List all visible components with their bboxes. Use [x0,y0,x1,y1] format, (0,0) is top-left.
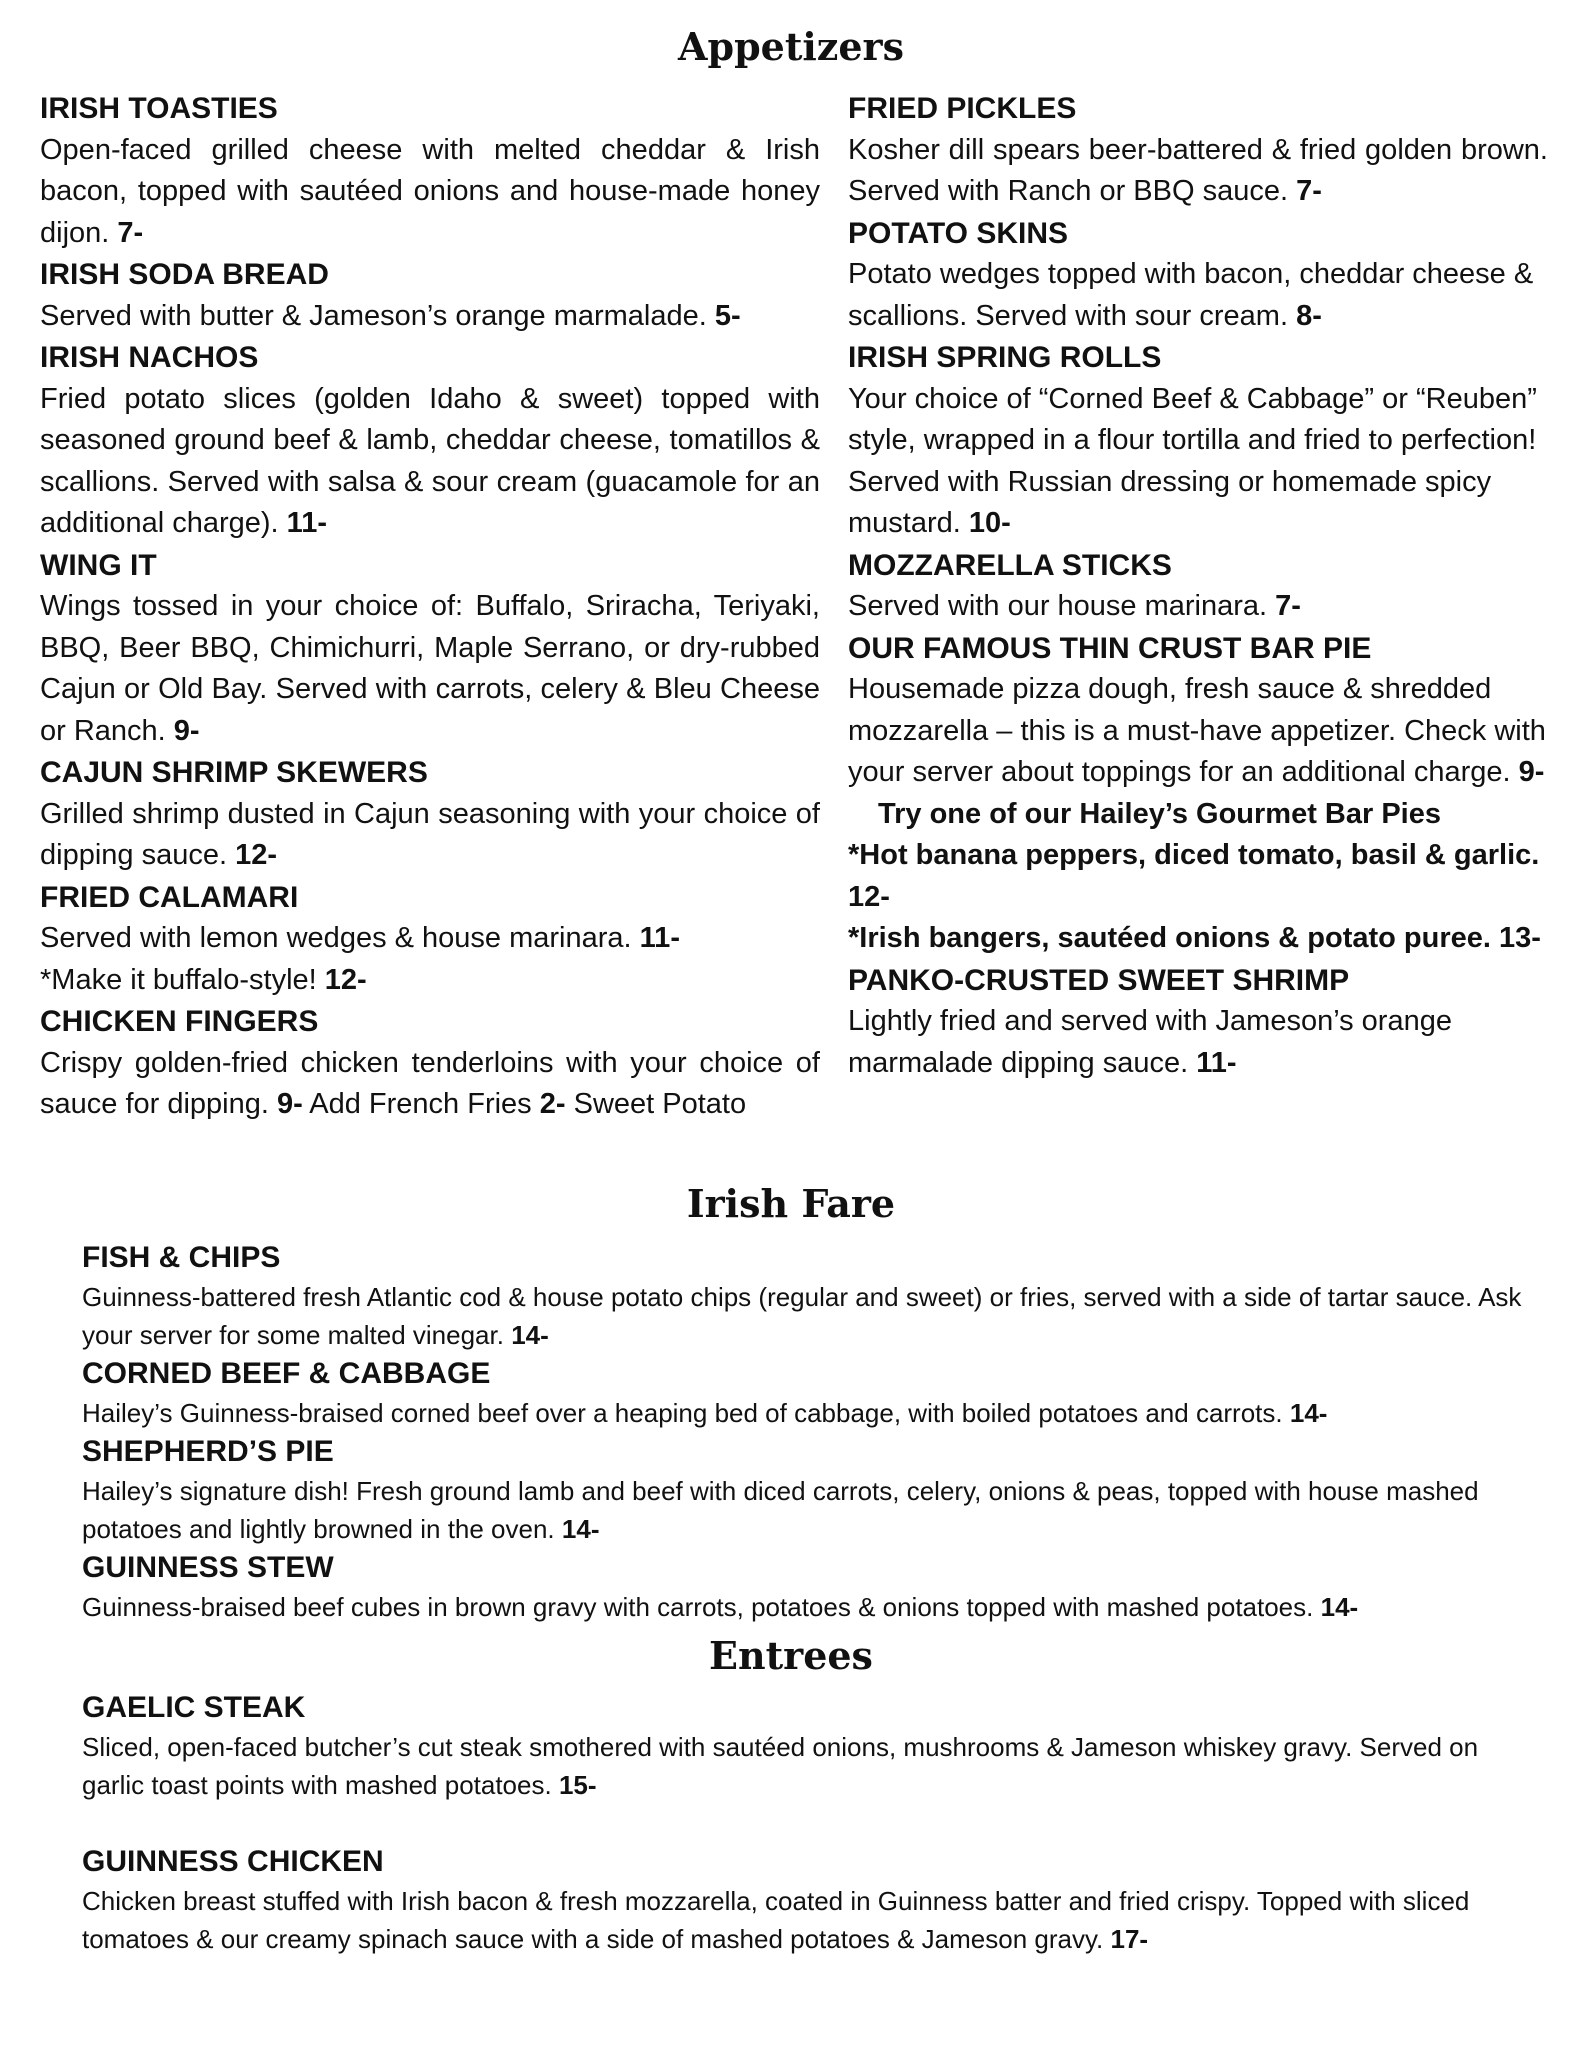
item-price: 17- [1110,1924,1149,1954]
item-price: 15- [558,1770,597,1800]
irish-fare-list [82,1238,1522,1626]
item-desc: Served with lemon wedges & house marinara. 11- [40,922,680,954]
item-desc: Fried potato slices (golden Idaho & sweet) topped with seasoned ground beef & lamb, cheddar cheese, tomatillos & scallions. Served with salsa & sour cream (guacamole for an additional charge). 11- [40,382,820,539]
menu-item [40,1001,820,1126]
menu-item [82,1548,1522,1626]
entrees-heading: Entrees [709,1633,873,1678]
item-desc: Guinness-battered fresh Atlantic cod & house potato chips (regular and sweet) or fries, served with a side of tartar sauce. Ask your server for some malted vinegar. 14- [82,1282,1522,1350]
item-desc: Open-faced grilled cheese with melted cheddar & Irish bacon, topped with sautéed onions and house-made honey dijon. 7- [40,133,820,249]
menu-item [848,545,1548,628]
appetizers-right-column [848,88,1548,1168]
item-desc: Served with butter & Jameson’s orange marmalade. 5- [40,299,741,332]
item-name: PANKO-CRUSTED SWEET SHRIMP [848,963,1350,997]
item-name: GUINNESS CHICKEN [82,1845,384,1878]
item-price: 7- [117,216,144,249]
item-desc: Wings tossed in your choice of: Buffalo, Sriracha, Teriyaki, BBQ, Beer BBQ, Chimichurri, Maple Serrano, or dry-rubbed Cajun or Old Bay. Served with carrots, celery & Bleu Cheese or Ranch. 9- [40,590,820,747]
item-name: GAELIC STEAK [82,1691,306,1724]
menu-item [40,752,820,877]
item-name: GUINNESS STEW [82,1551,334,1584]
item-name: CORNED BEEF & CABBAGE [82,1357,491,1390]
item-name: FISH & CHIPS [82,1241,281,1274]
item-name: OUR FAMOUS THIN CRUST BAR PIE [848,631,1372,665]
item-desc: Sliced, open-faced butcher’s cut steak smothered with sautéed onions, mushrooms & Jameson whiskey gravy. Served on garlic toast points with mashed potatoes. 15- [82,1732,1479,1800]
item-name: IRISH NACHOS [40,341,259,374]
item-desc: Chicken breast stuffed with Irish bacon & fresh mozzarella, coated in Guinness batter and fried crispy. Topped with sliced tomatoes & our creamy spinach sauce with a side of mashed potatoes & Jameson gravy. 17- [82,1886,1470,1954]
item-price: 14- [561,1514,600,1544]
menu-item [40,88,820,254]
item-price: 14- [1289,1398,1328,1428]
item-desc: Grilled shrimp dusted in Cajun seasoning with your choice of dipping sauce. 12- [40,797,820,871]
menu-item [82,1842,1522,1958]
gourmet-title: Try one of our Hailey’s Gourmet Bar Pies [878,797,1441,830]
item-price: 7- [1275,590,1301,622]
item-desc: Crispy golden-fried chicken tenderloins with your choice of sauce for dipping. 9- Add French Fries 2- Sweet Potato [40,1046,820,1120]
menu-item [40,545,820,753]
item-price: 10- [968,507,1011,539]
appetizers-heading: Appetizers [678,24,904,69]
item-name: FRIED PICKLES [848,92,1077,125]
item-price: 11- [286,507,327,539]
item-desc: Hailey’s signature dish! Fresh ground lamb and beef with diced carrots, celery, onions & peas, topped with house mashed potatoes and lightly browned in the oven. 14- [82,1476,1479,1544]
menu-item [82,1432,1522,1548]
menu-item [82,1354,1522,1432]
item-name: FRIED CALAMARI [40,880,299,914]
irish-fare-heading: Irish Fare [686,1181,896,1226]
item-name: SHEPHERD’S PIE [82,1435,334,1468]
addon-label: Add French Fries [309,1088,532,1120]
item-price: 14- [511,1320,549,1350]
item-desc: Lightly fried and served with Jameson’s orange marmalade dipping sauce. 11- [848,1005,1452,1079]
menu-item [848,960,1548,1085]
item-name: CHICKEN FINGERS [40,1005,319,1038]
menu-item [40,337,820,545]
appetizers-left-column [40,88,820,1126]
item-extra: *Make it buffalo-style! 12- [40,963,367,996]
item-name: MOZZARELLA STICKS [848,548,1172,582]
item-desc: Housemade pizza dough, fresh sauce & shredded mozzarella – this is a must-have appetizer. Check with your server about toppings for an additional charge. 9- [848,673,1546,788]
spacer [82,1804,1522,1842]
item-price: 12- [235,839,278,871]
item-name: IRISH SODA BREAD [40,258,329,291]
menu-item [82,1688,1522,1804]
gourmet-option: *Irish bangers, sautéed onions & potato puree. 13- [848,922,1541,954]
item-desc: Guinness-braised beef cubes in brown gravy with carrots, potatoes & onions topped with mashed potatoes. 14- [82,1592,1359,1622]
menu-item [40,877,820,1002]
menu-item [82,1238,1522,1354]
item-price: 11- [639,922,680,954]
menu-item [848,213,1548,338]
menu-item [40,254,820,337]
item-name: POTATO SKINS [848,216,1069,250]
item-price: 9- [1518,756,1545,788]
gourmet-bar-pies [848,794,1548,960]
addon-label: Sweet Potato [573,1088,747,1120]
item-desc: Your choice of “Corned Beef & Cabbage” or “Reuben” style, wrapped in a flour tortilla and fried to perfection! Served with Russian dressing or homemade spicy mustard. 10- [848,382,1537,539]
item-price: 5- [714,299,741,332]
gourmet-option: *Hot banana peppers, diced tomato, basil & garlic. 12- [848,839,1540,913]
item-price: 9- [277,1088,303,1120]
item-name: IRISH SPRING ROLLS [848,341,1162,374]
item-desc: Kosher dill spears beer-battered & fried golden brown. Served with Ranch or BBQ sauce. 7- [848,133,1548,207]
item-name: WING IT [40,548,157,582]
item-price: 7- [1296,175,1322,207]
item-price: 11- [1196,1046,1237,1079]
menu-item [848,628,1548,794]
item-name: CAJUN SHRIMP SKEWERS [40,756,428,789]
item-desc: Hailey’s Guinness-braised corned beef over a heaping bed of cabbage, with boiled potatoes and carrots. 14- [82,1398,1328,1428]
item-price: 9- [173,714,200,747]
menu-item [848,337,1548,545]
item-desc: Served with our house marinara. 7- [848,590,1301,622]
entrees-list [82,1688,1522,1958]
menu-item [848,88,1548,213]
addon-price: 2- [539,1088,566,1120]
item-price: 14- [1320,1592,1359,1622]
item-price: 8- [1296,299,1322,332]
item-name: IRISH TOASTIES [40,92,278,125]
item-extra-price: 12- [324,963,367,996]
item-desc: Potato wedges topped with bacon, cheddar cheese & scallions. Served with sour cream. 8- [848,258,1534,332]
